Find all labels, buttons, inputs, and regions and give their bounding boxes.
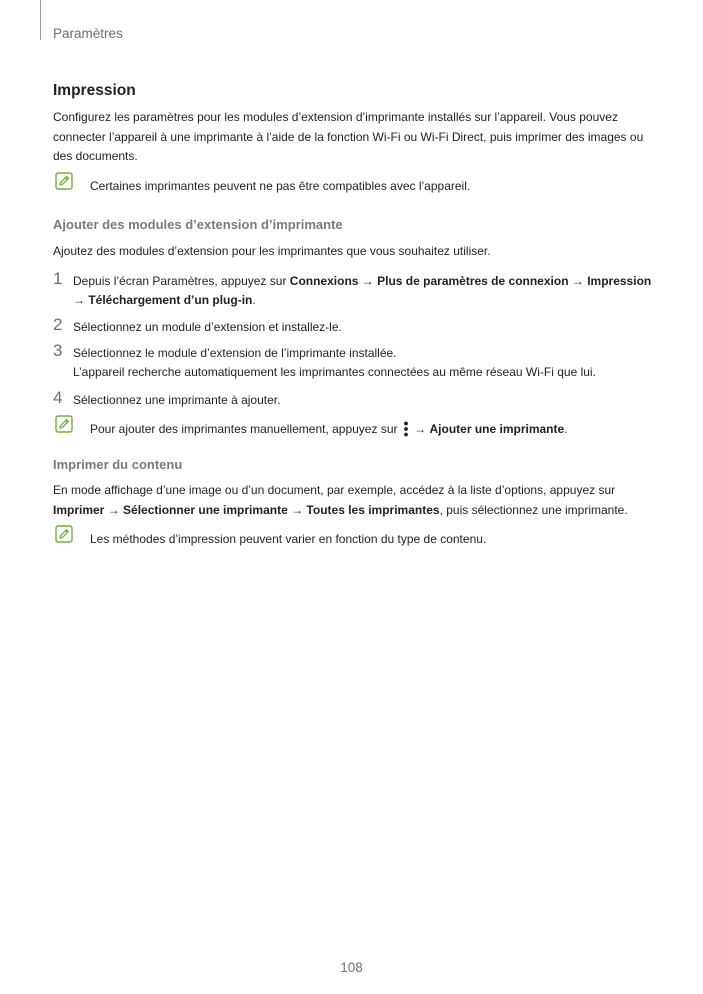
punctuation: . [252, 293, 256, 307]
menu-path-impression: Impression [587, 274, 652, 288]
note-pencil-icon [55, 172, 73, 190]
subsection-title-add-plugins: Ajouter des modules d’extension d’imprimante [53, 216, 343, 232]
note-pencil-icon [55, 415, 73, 433]
intro-text: , puis sélectionnez une imprimante. [439, 502, 628, 517]
print-content-intro [53, 481, 653, 520]
more-options-kebab-icon [403, 421, 409, 437]
menu-path-connexions: Connexions [289, 274, 359, 288]
step-text: Sélectionnez le module d’extension de l’imprimante installée. [73, 346, 397, 360]
note-text-part: Pour ajouter des imprimantes manuellement, appuyez sur [90, 422, 401, 436]
step-1 [53, 269, 653, 310]
step-text: Sélectionnez un module d’extension et installez-le. [73, 320, 342, 334]
steps-list [53, 269, 653, 410]
step-number: 4 [53, 388, 63, 407]
note-manual-add [53, 418, 653, 440]
step-text: Sélectionnez une imprimante à ajouter. [73, 393, 281, 407]
arrow: → [73, 293, 89, 307]
menu-path-select-printer: Sélectionner une imprimante [123, 502, 288, 517]
intro-text: En mode affichage d’une image ou d’un document, par exemple, accédez à la liste d’options, appuyez sur [53, 483, 616, 497]
arrow: → [287, 502, 307, 517]
section-label: Paramètres [53, 26, 123, 41]
step-text: Depuis l’écran Paramètres, appuyez sur [73, 274, 290, 288]
note-pencil-icon [55, 525, 73, 543]
menu-path-download-plugin: Téléchargement d’un plug-in [88, 293, 253, 307]
step-3 [53, 341, 653, 382]
step-2 [53, 315, 653, 337]
arrow: → [568, 274, 588, 288]
note-text: Certaines imprimantes peuvent ne pas être compatibles avec l’appareil. [90, 178, 471, 193]
note-compatibility [53, 175, 653, 197]
note-text: Les méthodes d’impression peuvent varier en fonction du type de contenu. [90, 532, 487, 546]
page-number: 108 [340, 960, 363, 975]
menu-path-add-printer: Ajouter une imprimante [429, 422, 565, 436]
step-number: 3 [53, 341, 63, 360]
menu-path-more-settings: Plus de paramètres de connexion [377, 274, 569, 288]
add-plugins-intro: Ajoutez des modules d’extension pour les imprimantes que vous souhaitez utiliser. [53, 243, 491, 258]
note-text [90, 418, 653, 440]
page-title: Impression [53, 82, 136, 99]
intro-paragraph: Configurez les paramètres pour les modules d’extension d’imprimante installés sur l’appareil. Vous pouvez connecter l’appareil à une imprimante à l’aide de la fonction Wi-Fi ou Wi-Fi Direct, puis imprimer des images ou des documents. [53, 110, 644, 163]
arrow: → [410, 422, 430, 436]
arrow: → [104, 502, 124, 517]
step-number: 2 [53, 315, 63, 334]
arrow: → [358, 274, 378, 288]
note-print-methods [53, 528, 653, 550]
header-divider [40, 0, 41, 40]
subsection-title-print-content: Imprimer du contenu [53, 457, 183, 472]
page-content [53, 82, 653, 550]
punctuation: . [564, 422, 568, 436]
menu-path-print: Imprimer [53, 502, 105, 517]
step-number: 1 [53, 269, 63, 288]
step-subtext: L’appareil recherche automatiquement les imprimantes connectées au même réseau Wi-Fi que lui. [73, 365, 596, 379]
menu-path-all-printers: Toutes les imprimantes [306, 502, 440, 517]
step-4 [53, 388, 653, 410]
